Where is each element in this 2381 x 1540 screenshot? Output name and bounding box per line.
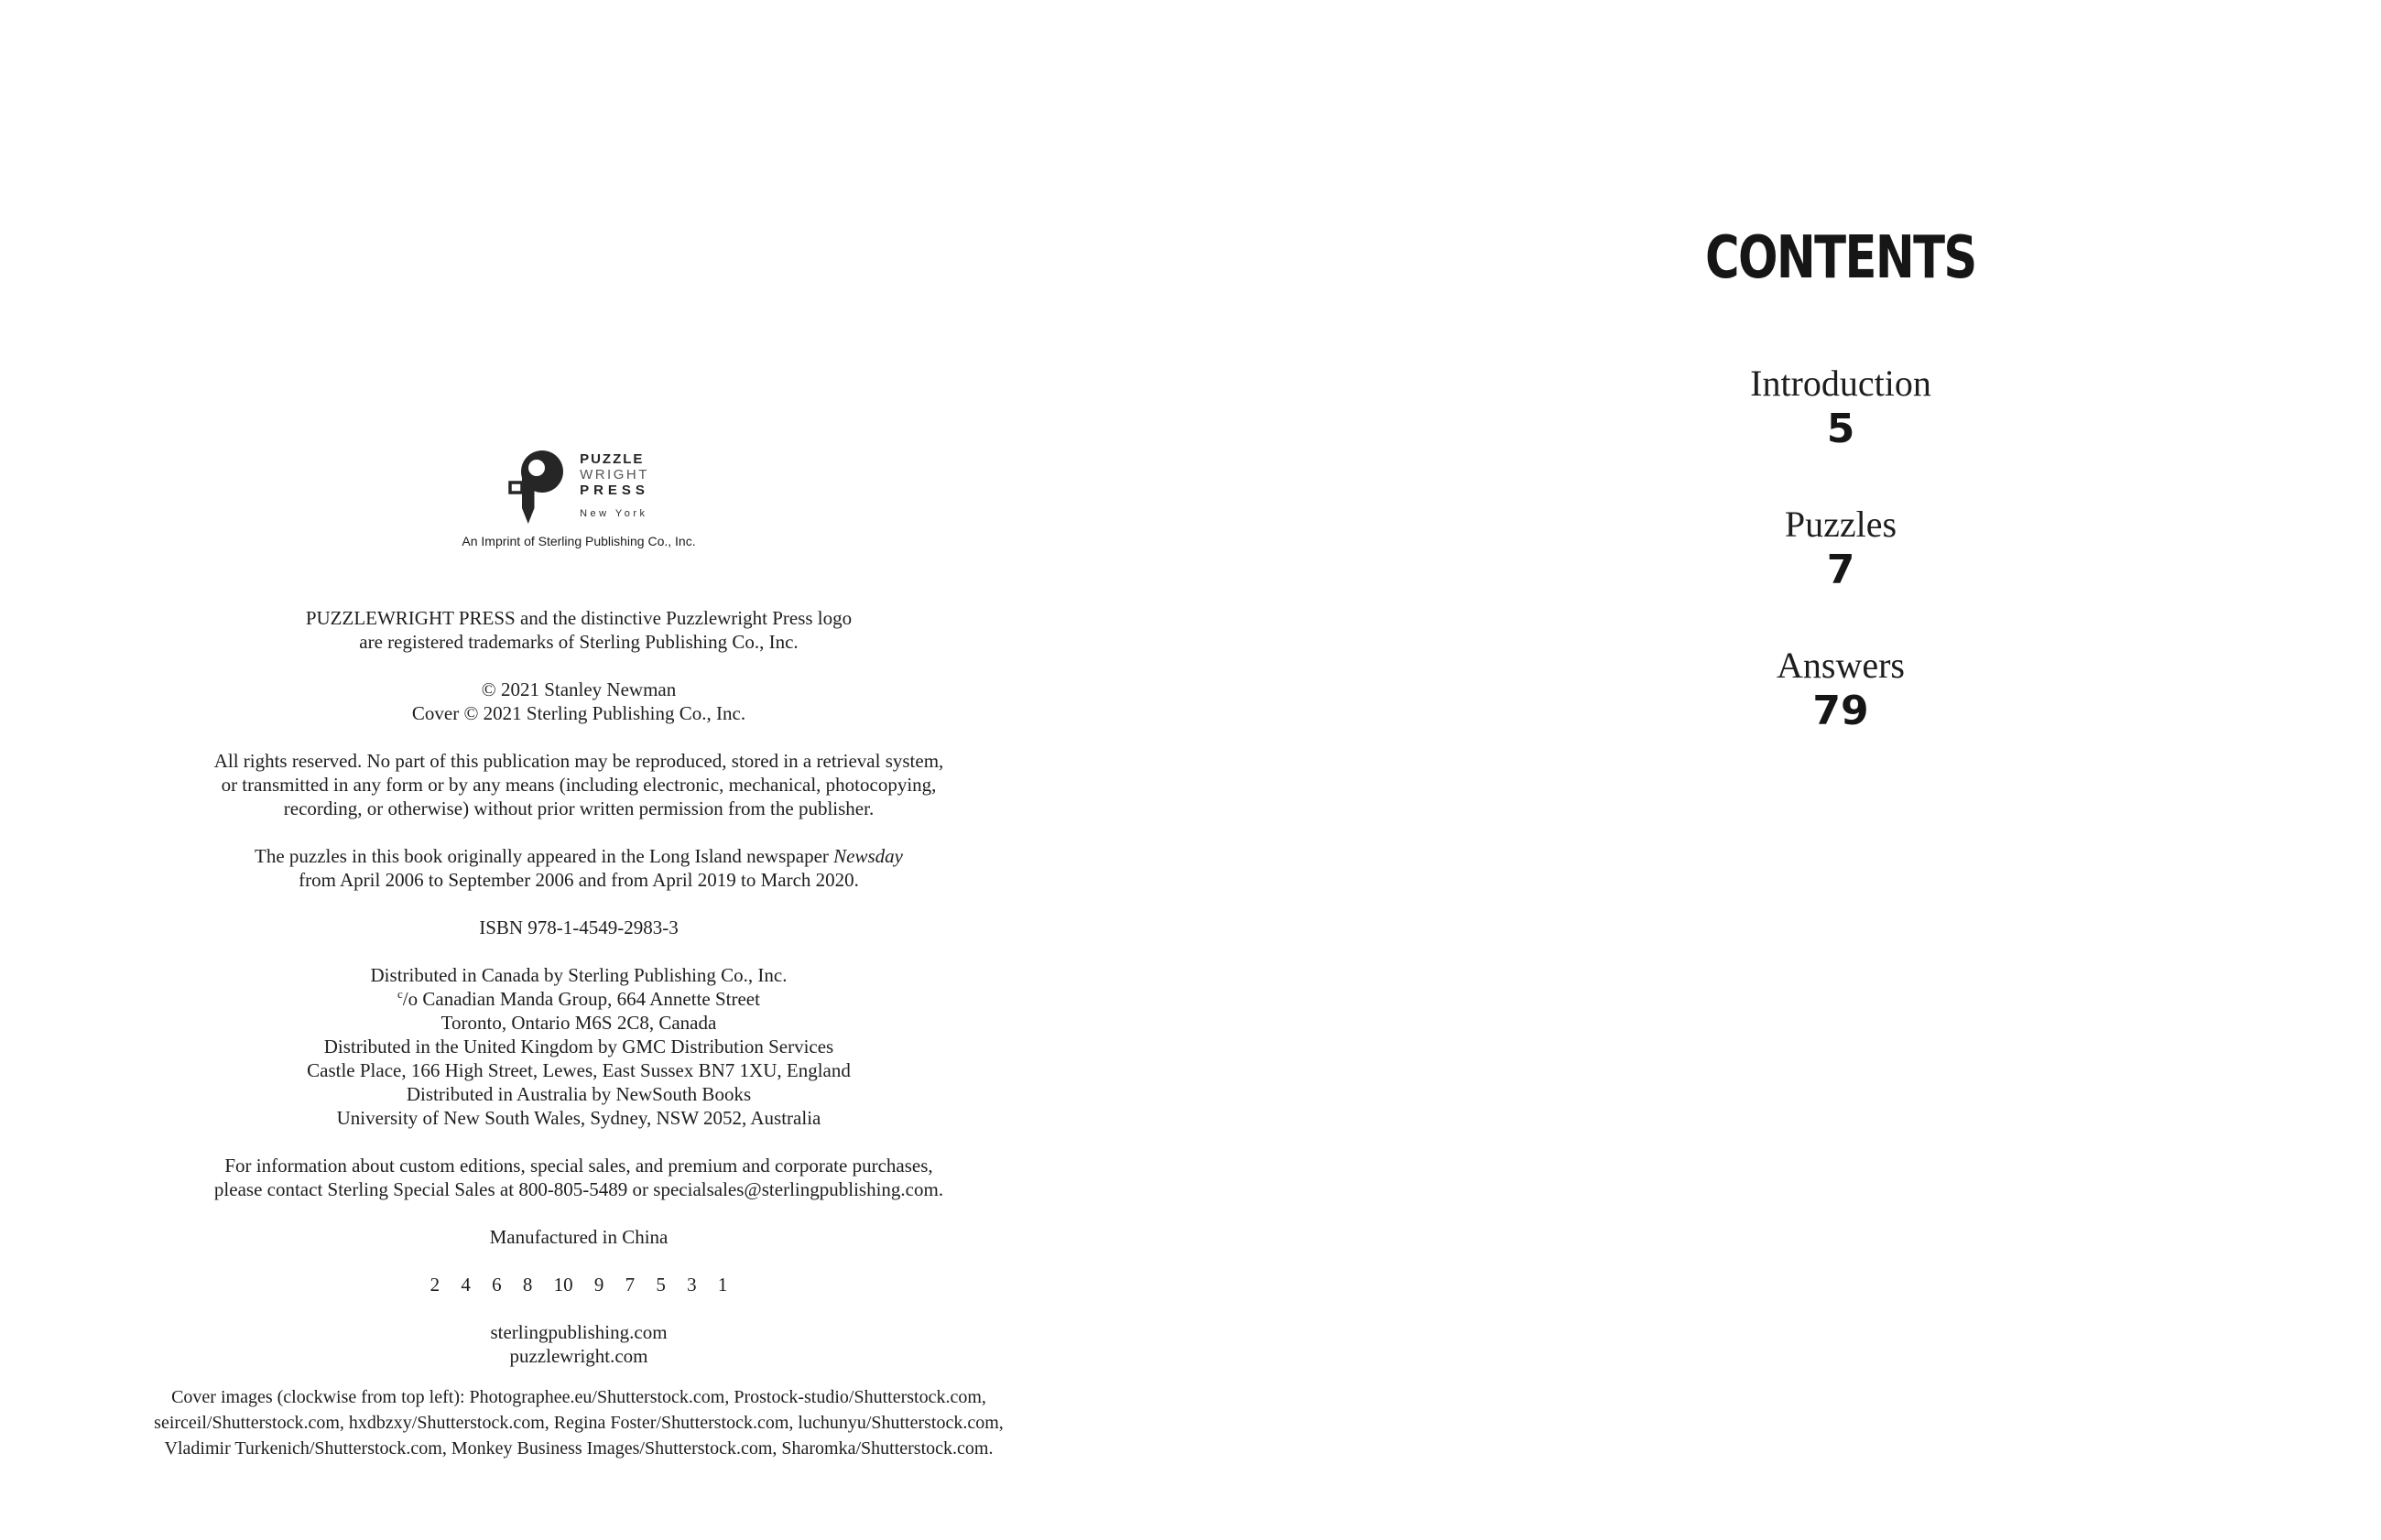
cover-credits-line-3: Vladimir Turkenich/Shutterstock.com, Monkey Business Images/Shutterstock.com, Sharomka/Shutterstock.com. <box>164 1438 994 1459</box>
toc-entry-puzzles <box>1557 505 2125 591</box>
toc-entry-introduction <box>1557 364 2125 450</box>
source-line-1-text: The puzzles in this book originally appeared in the Long Island newspaper <box>255 845 834 867</box>
trademark-notice <box>117 606 1040 654</box>
care-of-rest: /o Canadian Manda Group, 664 Annette Street <box>402 988 760 1010</box>
rights-notice <box>117 749 1040 820</box>
contents-title: CONTENTS <box>1705 224 1976 292</box>
cover-credits <box>117 1384 1040 1461</box>
print-run-line: 2 4 6 8 10 9 7 5 3 1 <box>429 1274 728 1296</box>
copyright-line-1: © 2021 Stanley Newman <box>481 678 677 700</box>
toc-label: Answers <box>1777 645 1905 686</box>
logo-word-puzzle: PUZZLE <box>580 451 645 467</box>
distribution-care-of <box>117 987 1040 1011</box>
logo-word-wright: WRIGHT <box>580 467 649 483</box>
copyright-page <box>117 447 1040 1461</box>
imprint-line: An Imprint of Sterling Publishing Co., Inc. <box>462 534 696 548</box>
publisher-logo-block <box>117 447 1040 549</box>
toc-label: Puzzles <box>1784 504 1897 545</box>
website-puzzlewright: puzzlewright.com <box>509 1345 648 1367</box>
website-sterling: sterlingpublishing.com <box>490 1321 668 1343</box>
distribution-block <box>117 963 1040 1130</box>
distribution-uk: Distributed in the United Kingdom by GMC Distribution Services <box>323 1036 834 1057</box>
toc-entry-answers <box>1557 646 2125 732</box>
contents-title-wrap <box>1557 224 2125 292</box>
toc-label: Introduction <box>1750 363 1931 404</box>
toc-page-number: 5 <box>1826 406 1855 452</box>
rights-line-1: All rights reserved. No part of this publication may be reproduced, stored in a retrieval system, <box>213 750 944 772</box>
distribution-toronto: Toronto, Ontario M6S 2C8, Canada <box>440 1012 717 1034</box>
distribution-canada: Distributed in Canada by Sterling Publishing Co., Inc. <box>370 964 788 986</box>
source-line-1 <box>117 844 1040 868</box>
rights-line-3: recording, or otherwise) without prior written permission from the publisher. <box>283 797 875 819</box>
cover-credits-line-2: seirceil/Shutterstock.com, hxdbzxy/Shutterstock.com, Regina Foster/Shutterstock.com, luchunyu/Shutterstock.com, <box>154 1413 1004 1433</box>
source-line-2: from April 2006 to September 2006 and from April 2019 to March 2020. <box>299 869 859 891</box>
special-sales-line-2: please contact Sterling Special Sales at 800-805-5489 or specialsales@sterlingpublishing.com. <box>213 1178 944 1200</box>
distribution-uk-address: Castle Place, 166 High Street, Lewes, East Sussex BN7 1XU, England <box>307 1059 851 1081</box>
contents-page <box>1557 224 2125 734</box>
cover-credits-line-1: Cover images (clockwise from top left): Photographee.eu/Shutterstock.com, Prostock-studio/Shutterstock.com, <box>171 1387 986 1407</box>
source-note <box>117 844 1040 892</box>
copyright-notice <box>117 678 1040 725</box>
distribution-australia: Distributed in Australia by NewSouth Books <box>406 1083 752 1105</box>
trademark-line-1: PUZZLEWRIGHT PRESS and the distinctive Puzzlewright Press logo <box>305 607 853 629</box>
manufactured-line: Manufactured in China <box>489 1226 669 1248</box>
logo-city: New York <box>580 508 648 519</box>
newsday-italic: Newsday <box>833 845 903 867</box>
isbn-line: ISBN 978-1-4549-2983-3 <box>479 916 679 938</box>
toc-page-number: 79 <box>1812 688 1869 734</box>
rights-line-2: or transmitted in any form or by any means (including electronic, mechanical, photocopying, <box>221 774 937 796</box>
care-of-superscript: c <box>397 987 403 1001</box>
distribution-australia-address: University of New South Wales, Sydney, NSW 2052, Australia <box>336 1107 821 1129</box>
toc-entries <box>1557 364 2125 732</box>
logo-word-press: PRESS <box>580 483 649 498</box>
special-sales-line-1: For information about custom editions, special sales, and premium and corporate purchases, <box>224 1155 933 1177</box>
toc-page-number: 7 <box>1826 547 1855 593</box>
puzzlewright-pencil-p-icon <box>508 449 565 527</box>
special-sales-note <box>117 1154 1040 1201</box>
publisher-logo-wordmark <box>580 447 649 522</box>
copyright-line-2: Cover © 2021 Sterling Publishing Co., Inc. <box>411 702 746 724</box>
trademark-line-2: are registered trademarks of Sterling Publishing Co., Inc. <box>359 631 799 653</box>
publisher-websites <box>117 1320 1040 1368</box>
